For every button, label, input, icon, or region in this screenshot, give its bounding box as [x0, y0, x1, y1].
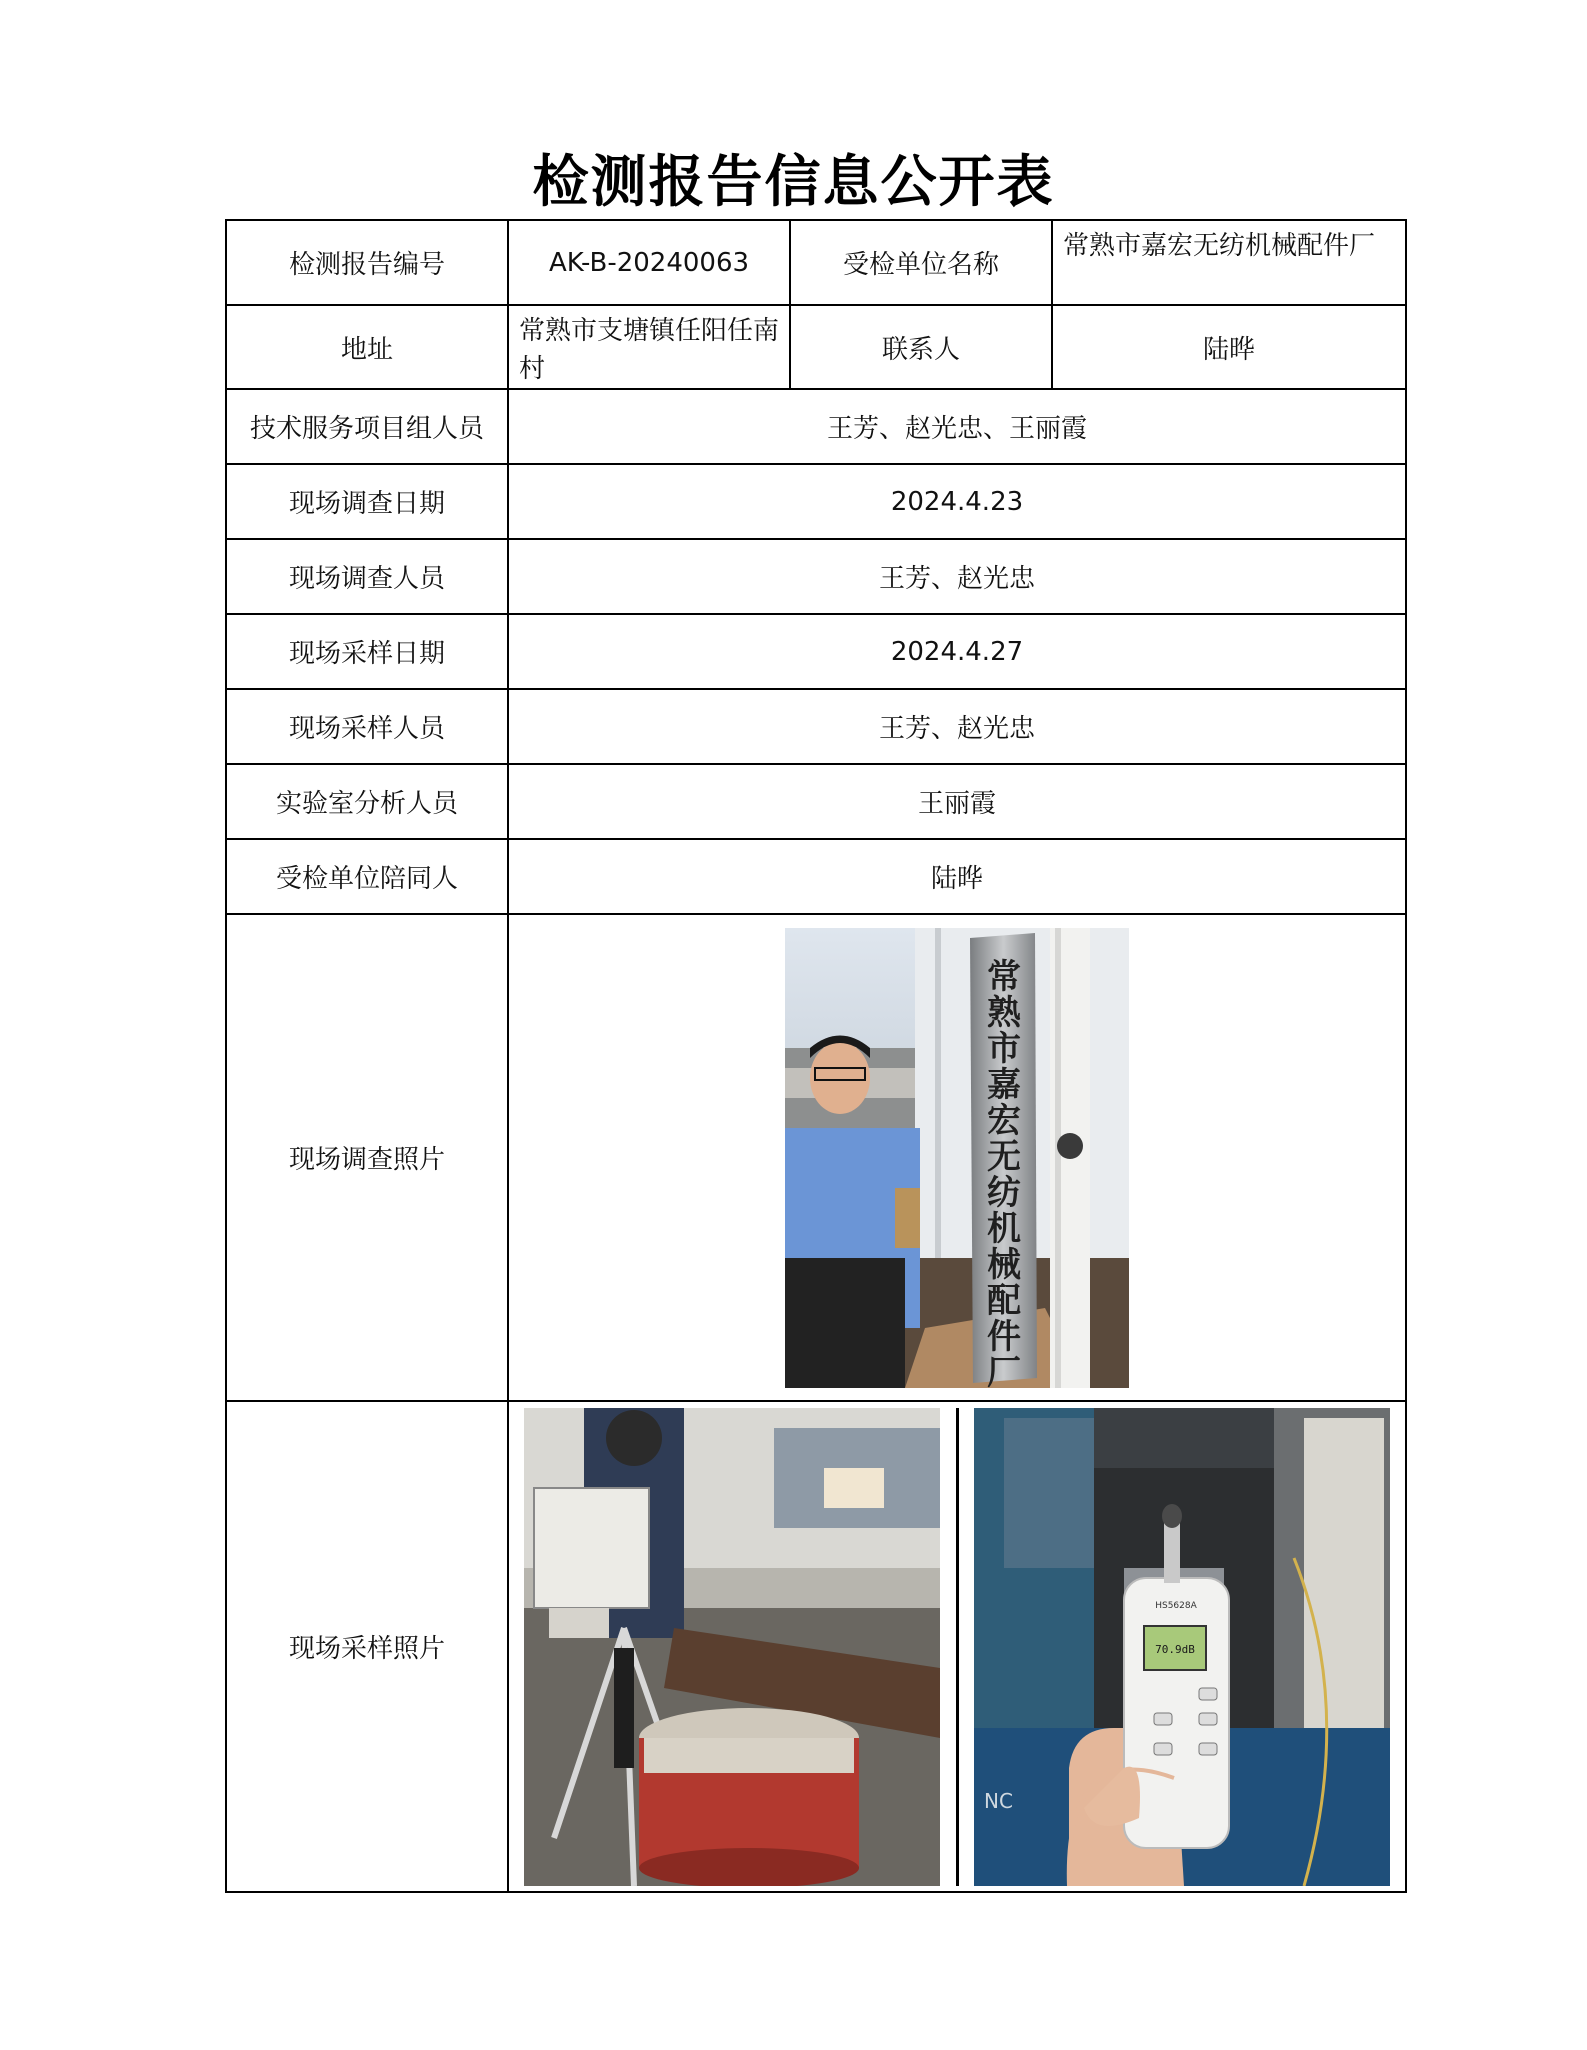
- row-value: 王丽霞: [508, 764, 1406, 839]
- table-row: [226, 764, 1406, 839]
- inspected-unit-label: 受检单位名称: [790, 220, 1052, 305]
- row-value: 2024.4.23: [508, 464, 1406, 539]
- row-value: 陆晔: [508, 839, 1406, 914]
- row-label: 技术服务项目组人员: [226, 389, 508, 464]
- row-label: 现场采样日期: [226, 614, 508, 689]
- contact-value: 陆晔: [1052, 305, 1406, 389]
- row-label: 现场调查日期: [226, 464, 508, 539]
- table-row: [226, 914, 1406, 1401]
- table-row: [226, 220, 1406, 305]
- page-title: 检测报告信息公开表: [532, 150, 1055, 215]
- row-label: 现场采样人员: [226, 689, 508, 764]
- inspected-unit-value: 常熟市嘉宏无纺机械配件厂: [1052, 220, 1406, 305]
- svg-text:NC: NC: [983, 1788, 1013, 1813]
- row-label: 现场调查人员: [226, 539, 508, 614]
- report-table: [225, 219, 1407, 1893]
- meter-model: HS5628A: [1154, 1600, 1197, 1611]
- row-value: 王芳、赵光忠: [508, 539, 1406, 614]
- row-value: 2024.4.27: [508, 614, 1406, 689]
- row-label: 受检单位陪同人: [226, 839, 508, 914]
- table-row: [226, 614, 1406, 689]
- sampling-photo-cell: [508, 1401, 1406, 1892]
- sign-text: [987, 957, 1022, 1388]
- table-row: [226, 839, 1406, 914]
- sampling-photo-right: [974, 1408, 1390, 1886]
- address-label: 地址: [226, 305, 508, 389]
- sampling-photo-label: 现场采样照片: [226, 1401, 508, 1892]
- table-row: [226, 1401, 1406, 1892]
- address-value: 常熟市支塘镇任阳任南村: [508, 305, 790, 389]
- table-row: [226, 464, 1406, 539]
- contact-label: 联系人: [790, 305, 1052, 389]
- row-value: 王芳、赵光忠: [508, 689, 1406, 764]
- table-row: [226, 305, 1406, 389]
- survey-photo-cell: [508, 914, 1406, 1401]
- table-row: [226, 389, 1406, 464]
- report-number-label: 检测报告编号: [226, 220, 508, 305]
- svg-text:常熟市嘉宏无纺机械配件厂: 常熟市嘉宏无纺机械配件厂: [987, 956, 1021, 1388]
- sampling-photo-left: [524, 1408, 940, 1886]
- survey-photo-label: 现场调查照片: [226, 914, 508, 1401]
- row-label: 实验室分析人员: [226, 764, 508, 839]
- survey-photo: [785, 928, 1129, 1388]
- table-row: [226, 539, 1406, 614]
- report-number-value: AK-B-20240063: [508, 220, 790, 305]
- meter-reading: 70.9dB: [1154, 1642, 1195, 1656]
- row-value: 王芳、赵光忠、王丽霞: [508, 389, 1406, 464]
- table-row: [226, 689, 1406, 764]
